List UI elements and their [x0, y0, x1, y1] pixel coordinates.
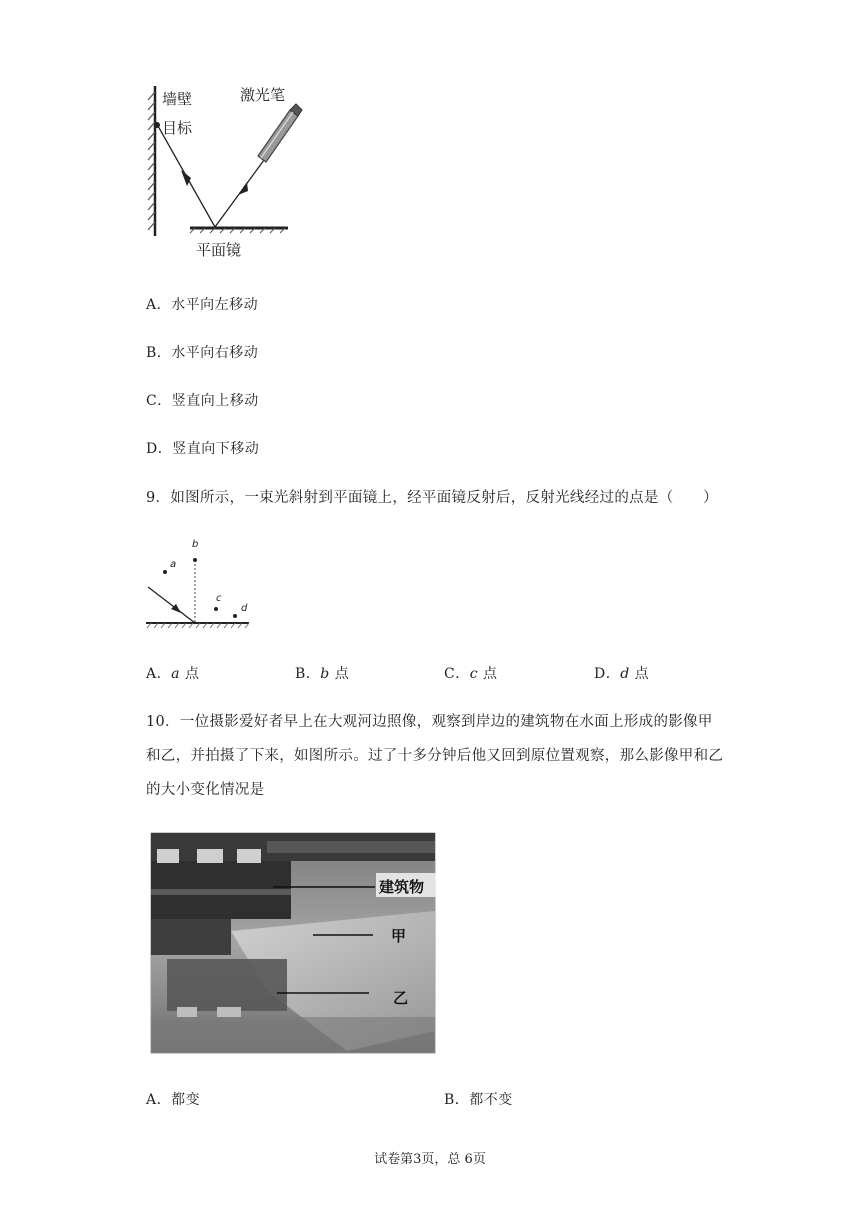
option-letter: C．: [146, 393, 172, 409]
incident-ray: [148, 587, 195, 623]
incident-arrow-icon: [238, 182, 248, 195]
option-letter: B．: [295, 666, 321, 682]
point-b-label: b: [192, 539, 199, 550]
point-a-label: a: [170, 559, 177, 570]
building-label: 建筑物: [379, 878, 425, 896]
laser-pen-icon: [258, 104, 302, 162]
option-letter: B．: [146, 345, 172, 361]
option-text: 竖直向下移动: [172, 441, 260, 457]
option-letter: D．: [594, 666, 621, 682]
point-b: [193, 558, 197, 562]
q9-option-b[interactable]: [295, 663, 349, 683]
q10-photo: [147, 831, 439, 1055]
point-c-label: c: [216, 593, 222, 604]
option-suffix: 点: [334, 666, 350, 682]
option-letter: A．: [146, 1092, 172, 1108]
q9-text: 如图所示，一束光斜射到平面镜上，经平面镜反射后，反射光线经过的点是（ ）: [170, 490, 718, 506]
q9-option-c[interactable]: [444, 663, 498, 683]
q10-option-a[interactable]: [146, 1089, 200, 1109]
q8-option-a[interactable]: [146, 294, 258, 314]
option-text: 都不变: [469, 1092, 513, 1108]
q8-option-c[interactable]: [146, 390, 259, 410]
option-text: 水平向右移动: [171, 345, 259, 361]
q8-figure: [140, 78, 310, 263]
q9-option-d[interactable]: [594, 663, 649, 683]
q9-figure: [144, 534, 264, 634]
option-text: 水平向左移动: [171, 297, 259, 313]
point-a: [163, 570, 167, 574]
q8-option-b[interactable]: [146, 342, 258, 362]
option-suffix: 点: [184, 666, 200, 682]
option-letter: B．: [444, 1092, 470, 1108]
yi-label: 乙: [393, 989, 409, 1007]
option-var: c: [469, 666, 479, 682]
option-suffix: 点: [634, 666, 650, 682]
reflected-arrow-icon: [181, 170, 191, 186]
q10-question: [146, 705, 726, 807]
point-d: [233, 614, 237, 618]
option-letter: D．: [146, 441, 173, 457]
q9-option-a[interactable]: [146, 663, 199, 683]
option-var: a: [171, 666, 180, 682]
wall-label: 墙壁: [162, 90, 193, 108]
laser-label: 激光笔: [240, 86, 286, 104]
option-suffix: 点: [483, 666, 498, 682]
q10-number: 10．: [146, 714, 180, 730]
option-letter: A．: [146, 666, 172, 682]
q9-number: 9．: [146, 490, 171, 506]
option-letter: A．: [146, 297, 172, 313]
option-letter: C．: [444, 666, 470, 682]
jia-label: 甲: [391, 927, 407, 945]
point-c: [214, 607, 218, 611]
page-footer: 试卷第3页，总 6页: [374, 1152, 486, 1167]
option-text: 都变: [171, 1092, 201, 1108]
q9-question: [146, 481, 726, 515]
point-d-label: d: [241, 603, 248, 614]
target-label: 目标: [162, 119, 193, 137]
option-text: 竖直向上移动: [171, 393, 259, 409]
option-var: b: [320, 666, 330, 682]
q10-text: 一位摄影爱好者早上在大观河边照像，观察到岸边的建筑物在水面上形成的影像甲和乙，并拍摄了下来，如图所示。过了十多分钟后他又回到原位置观察，那么影像甲和乙的大小变化情况是: [146, 714, 724, 798]
q10-option-b[interactable]: [444, 1089, 513, 1109]
option-var: d: [620, 666, 630, 682]
mirror-label: 平面镜: [196, 241, 242, 259]
q8-option-d[interactable]: [146, 438, 259, 458]
